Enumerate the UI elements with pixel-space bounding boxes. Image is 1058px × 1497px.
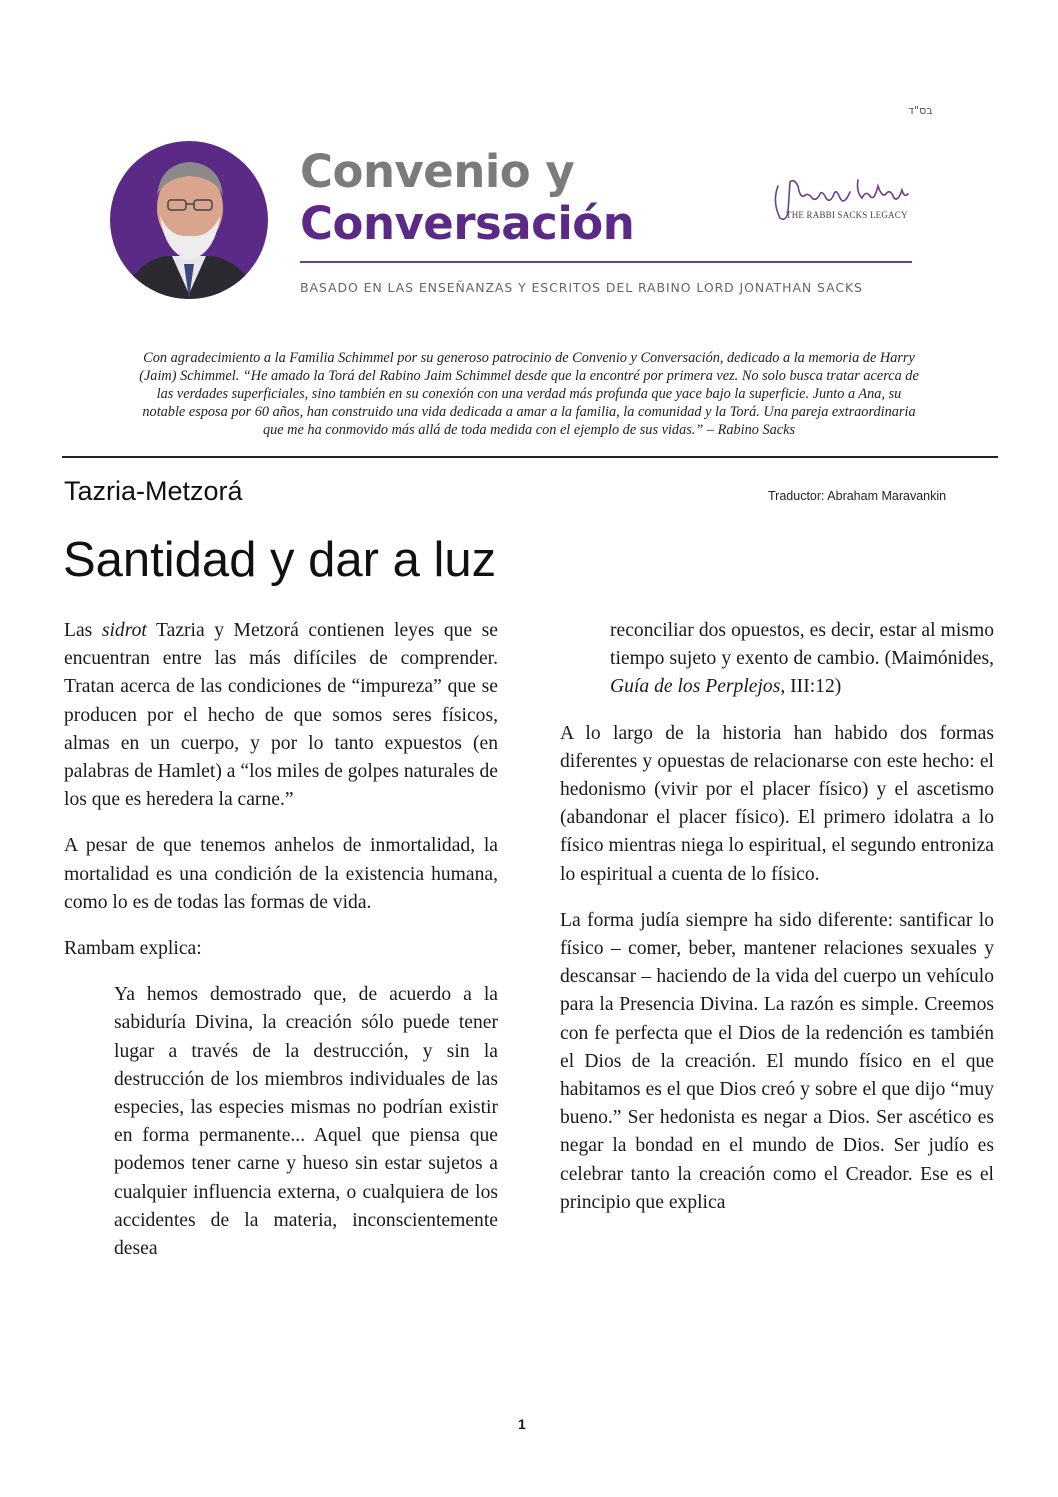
paragraph-text: Las: [64, 620, 102, 641]
quote-text: , III:12): [780, 676, 842, 698]
paragraph: A lo largo de la historia han habido dos formas diferentes y opuestas de relacionarse con este hecho: el hedonismo (vivir por el placer físico) y el ascetismo (abandonar el placer físico). El primero idolatra a lo físico mientras niega lo espiritual, el segundo entroniza lo espiritual a cuenta de lo físico.: [560, 722, 994, 885]
left-column: [64, 617, 498, 1281]
header-rule: [62, 456, 998, 458]
dedication-line: notable esposa por 60 años, han construido una vida dedicada a amar a la familia, la comunidad y la Torá. Una pareja extraordinaria: [142, 404, 916, 420]
page-number: 1: [518, 1416, 526, 1432]
paragraph: A pesar de que tenemos anhelos de inmortalidad, la mortalidad es una condición de la existencia humana, como lo es de todas las formas de vida.: [64, 835, 498, 913]
bsd-mark: בס"ד: [908, 104, 933, 117]
brand-title-line1: Convenio y: [300, 145, 575, 198]
dedication-line: Con agradecimiento a la Familia Schimmel por su generoso patrocinio de Convenio y Conversación, dedicado a la memoria de Harry: [143, 350, 915, 366]
brand-subtitle: BASADO EN LAS ENSEÑANZAS Y ESCRITOS DEL RABINO LORD JONATHAN SACKS: [300, 280, 863, 295]
dedication-line: que me ha conmovido más allá de toda medida con el ejemplo de sus vidas.” – Rabino Sacks: [262, 422, 796, 438]
dedication-line: (Jaim) Schimmel. “He amado la Torá del Rabino Jaim Schimmel desde que la encontré por primera vez. No solo busca tratar acerca de: [139, 368, 919, 384]
dedication-text: [62, 349, 996, 439]
paragraph-emphasis: sidrot: [101, 620, 147, 641]
article-title: Santidad y dar a luz: [63, 533, 497, 587]
block-quote-continued: [610, 617, 994, 702]
brand-divider: [300, 261, 912, 263]
translator-credit: Traductor: Abraham Maravankin: [768, 489, 947, 503]
right-column: [560, 617, 994, 1235]
brand-title: [300, 146, 634, 250]
parasha-name: Tazria-Metzorá: [64, 476, 243, 506]
paragraph-text: Tazria y Metzorá contienen leyes que se encuentran entre las más difíciles de comprender. Tratan acerca de las condiciones de “impureza” que se producen por el hecho de que somos seres físicos, almas en un cuerpo, y por lo tanto expuestos (en palabras de Hamlet) a “los miles de golpes naturales de los que es heredera la carne.”: [64, 620, 498, 811]
portrait-image: [110, 134, 268, 306]
dedication-line: las verdades superficiales, sino también en su conexión con una verdad más profunda que yace bajo la superficie. Junto a Ana, su: [156, 386, 902, 402]
legacy-caption: THE RABBI SACKS LEGACY: [786, 210, 908, 220]
brand-title-line2: Conversación: [300, 197, 635, 250]
paragraph: [64, 617, 498, 814]
quote-book-title: Guía de los Perplejos: [610, 676, 781, 698]
paragraph: Rambam explica:: [64, 938, 202, 960]
paragraph: La forma judía siempre ha sido diferente: santificar lo físico – comer, beber, mantener relaciones sexuales y descansar – haciendo de la vida del cuerpo un vehículo para la Presencia Divina. La razón es simple. Creemos con fe perfecta que el Dios de la redención es también el Dios de la creación. El mundo físico en el que habitamos es el que Dios creó y sobre el que dijo “muy bueno.” Ser hedonista es negar a Dios. Ser ascético es negar la bondad en el mundo de Dios. Ser judío es celebrar tanto la creación como el Creador. Ese es el principio que explica: [560, 909, 994, 1213]
block-quote: Ya hemos demostrado que, de acuerdo a la sabiduría Divina, la creación sólo puede tener lugar a través de la destrucción, y sin la destrucción de los miembros individuales de las especies, las especies mismas no podrían existir en forma permanente... Aquel que piensa que podemos tener carne y hueso sin estar sujetos a cualquier influencia externa, o cualquiera de los accidentes de la materia, inconscientemente desea: [114, 984, 498, 1260]
quote-text: reconciliar dos opuestos, es decir, estar al mismo tiempo sujeto y exento de cambio. (Maimónides,: [610, 620, 994, 670]
